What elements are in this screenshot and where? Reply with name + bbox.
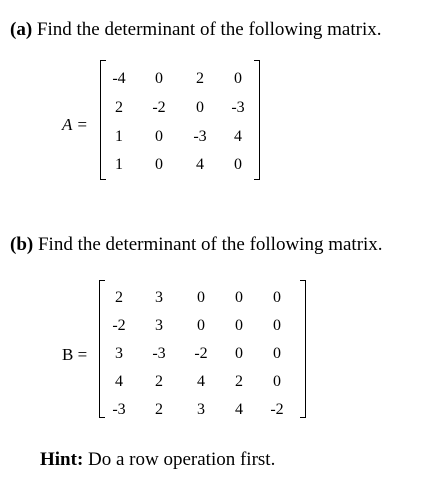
matrix-b-cell: -2 — [112, 317, 126, 334]
matrix-a-cell: 2 — [115, 99, 123, 116]
part-a-heading — [10, 20, 381, 39]
matrix-b-right-bracket — [300, 280, 306, 418]
matrix-a-cell: 0 — [234, 70, 242, 87]
matrix-a-label: A = — [62, 115, 88, 134]
matrix-b-cell: 3 — [115, 345, 123, 362]
matrix-a-cell: 4 — [196, 156, 204, 173]
matrix-a-cell: 0 — [196, 99, 204, 116]
matrix-a-cell: 0 — [234, 156, 242, 173]
matrix-b-cell: 2 — [235, 373, 243, 390]
matrix-a-cell: -3 — [193, 128, 207, 145]
part-b-label: (b) — [10, 234, 34, 255]
matrix-b-cell: 3 — [155, 289, 163, 306]
matrix-b-cell: 0 — [273, 373, 281, 390]
matrix-b-cell: 0 — [273, 345, 281, 362]
matrix-a-cell: 0 — [155, 128, 163, 145]
matrix-b-cell: -2 — [194, 345, 208, 362]
matrix-a-cell: 0 — [155, 156, 163, 173]
matrix-b-cell: 0 — [197, 289, 205, 306]
matrix-b-label: B = — [62, 345, 88, 364]
matrix-a-cell: 1 — [115, 128, 123, 145]
matrix-b-cell: -3 — [112, 401, 126, 418]
matrix-b-cell: 3 — [197, 401, 205, 418]
hint — [40, 450, 275, 469]
hint-label: Hint: — [40, 449, 84, 470]
part-a-label: (a) — [10, 19, 33, 40]
matrix-a-cell: -3 — [231, 99, 245, 116]
matrix-a-cell: -4 — [112, 70, 126, 87]
matrix-a-cell: 0 — [155, 70, 163, 87]
hint-text: Do a row operation first. — [83, 449, 276, 470]
part-a-instruction: Find the determinant of the following matrix. — [32, 19, 382, 40]
matrix-b-cell: 3 — [155, 317, 163, 334]
matrix-b-cell: 2 — [155, 373, 163, 390]
matrix-a-cell: -2 — [152, 99, 166, 116]
matrix-b-cell: 4 — [115, 373, 123, 390]
matrix-a-cell: 1 — [115, 156, 123, 173]
matrix-b-cell: 2 — [115, 289, 123, 306]
matrix-b-cell: 0 — [235, 317, 243, 334]
matrix-b-cell: 0 — [273, 317, 281, 334]
matrix-a-cell: 2 — [196, 70, 204, 87]
matrix-b-cell: -2 — [270, 401, 284, 418]
part-b-instruction: Find the determinant of the following matrix. — [33, 234, 383, 255]
matrix-a-cell: 4 — [234, 128, 242, 145]
matrix-b-cell: 0 — [235, 289, 243, 306]
matrix-b-cell: 0 — [273, 289, 281, 306]
matrix-b-cell: 4 — [197, 373, 205, 390]
matrix-b-cell: 2 — [155, 401, 163, 418]
matrix-b-cell: -3 — [152, 345, 166, 362]
matrix-b-cell: 0 — [197, 317, 205, 334]
part-b-heading — [10, 235, 383, 254]
matrix-b-cell: 4 — [235, 401, 243, 418]
matrix-b-cell: 0 — [235, 345, 243, 362]
